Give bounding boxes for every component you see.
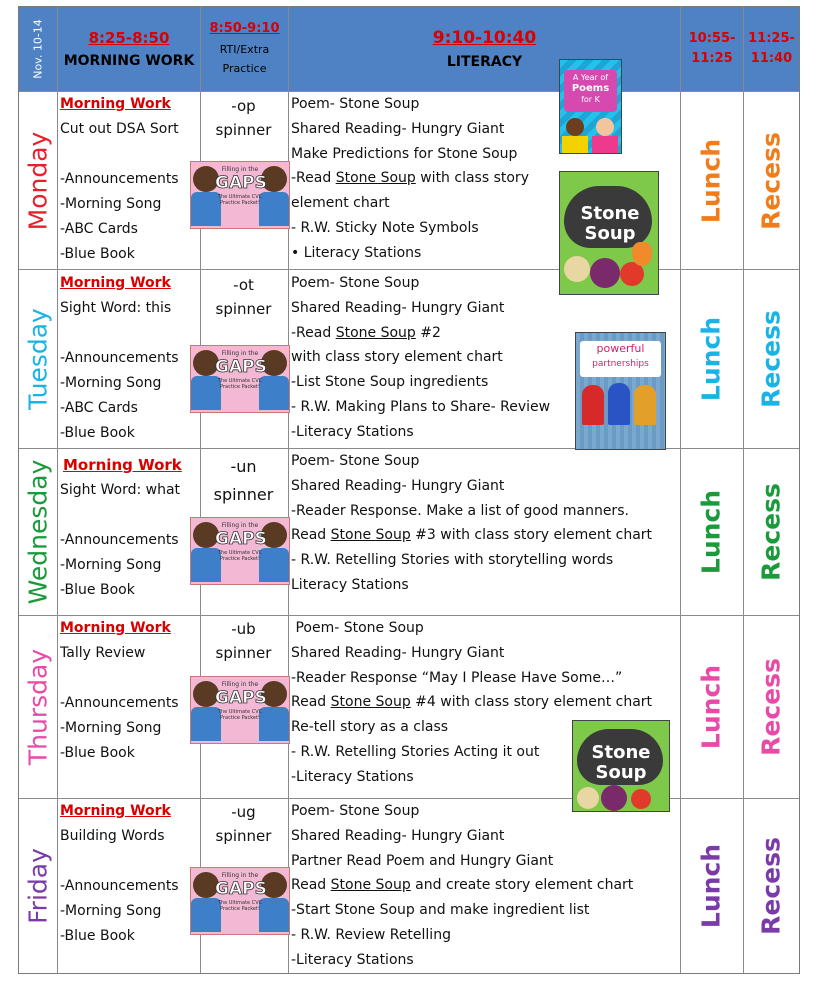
gaps-book-cover-image: Filling in the GAPS The Ultimate CVC Practice Packet! bbox=[190, 867, 290, 935]
morning-work-title: Morning Work bbox=[60, 96, 171, 112]
stone-soup-book-cover-image: Stone Soup bbox=[559, 171, 659, 295]
day-label-thursday: Thursday bbox=[23, 648, 53, 766]
recess-wednesday: Recess bbox=[756, 483, 786, 581]
rti-tuesday: -ot spinner bbox=[215, 276, 272, 318]
gaps-book-cover-image: Filling in the GAPS The Ultimate CVC Practice Packet! bbox=[190, 676, 290, 744]
literacy-time: 9:10-10:40 bbox=[432, 28, 537, 48]
morning-item: -Morning Song bbox=[60, 196, 162, 212]
literacy-label: LITERACY bbox=[446, 54, 523, 70]
morning-work-title: Morning Work bbox=[60, 620, 171, 636]
lunch-thursday: Lunch bbox=[696, 664, 726, 750]
rti-label-line1: RTI/Extra bbox=[219, 42, 270, 56]
header-rti bbox=[201, 7, 288, 91]
morning-work-wednesday bbox=[60, 453, 182, 603]
morning-item: -Morning Song bbox=[60, 375, 162, 391]
morning-work-title: Morning Work bbox=[63, 456, 182, 474]
stone-soup-book-cover-image: Stone Soup bbox=[572, 720, 670, 812]
header-lunch bbox=[681, 7, 743, 91]
rti-label-line2: Practice bbox=[222, 61, 267, 75]
rti-thursday: -ub spinner bbox=[215, 620, 272, 662]
lunch-friday: Lunch bbox=[696, 843, 726, 929]
morning-item: -Blue Book bbox=[60, 246, 135, 262]
rti-friday: -ug spinner bbox=[215, 803, 272, 845]
morning-work-thursday bbox=[60, 616, 179, 766]
recess-time-line2: 11:40 bbox=[750, 51, 793, 66]
gaps-book-cover-image: Filling in the GAPS The Ultimate CVC Practice Packet! bbox=[190, 517, 290, 585]
morning-work-title: Morning Work bbox=[60, 803, 171, 819]
morning-work-task: Cut out DSA Sort bbox=[60, 121, 179, 137]
date-range bbox=[19, 7, 57, 91]
morning-item: -Morning Song bbox=[60, 903, 162, 919]
rti-time: 8:50-9:10 bbox=[209, 20, 280, 36]
lunch-time-line1: 10:55- bbox=[688, 31, 736, 46]
morning-item: -Announcements bbox=[60, 532, 179, 548]
morning-work-task: Sight Word: this bbox=[60, 300, 172, 316]
literacy-tuesday: Poem- Stone Soup Shared Reading- Hungry Giant -Read Stone Soup #2 with class story element chart -List Stone Soup ingredients - R.W. Making Plans to Share- Review -Literacy Stations bbox=[291, 275, 551, 440]
morning-item: -Announcements bbox=[60, 171, 179, 187]
header-morning bbox=[58, 7, 200, 91]
morning-work-friday bbox=[60, 799, 179, 949]
morning-work-monday bbox=[60, 92, 179, 267]
day-label-monday: Monday bbox=[23, 131, 53, 230]
morning-work-task: Tally Review bbox=[60, 645, 146, 661]
rti-wednesday: -un spinner bbox=[213, 457, 274, 504]
lunch-monday: Lunch bbox=[696, 138, 726, 223]
recess-tuesday: Recess bbox=[756, 310, 786, 408]
morning-work-task: Building Words bbox=[60, 828, 165, 844]
rti-monday: -op spinner bbox=[215, 97, 272, 139]
lunch-tuesday: Lunch bbox=[696, 316, 726, 402]
morning-work-tuesday bbox=[60, 271, 179, 446]
lunch-wednesday: Lunch bbox=[696, 489, 726, 575]
morning-work-task: Sight Word: what bbox=[60, 482, 181, 498]
day-label-wednesday: Wednesday bbox=[23, 459, 53, 605]
morning-item: -Announcements bbox=[60, 350, 179, 366]
recess-monday: Recess bbox=[756, 131, 786, 230]
header-recess bbox=[744, 7, 799, 91]
lesson-plan-table bbox=[18, 6, 800, 974]
gaps-book-cover-image: Filling in the GAPS The Ultimate CVC Practice Packet! bbox=[190, 345, 290, 413]
poems-book-cover-image: A Year of Poems for K bbox=[559, 59, 622, 154]
gaps-book-cover-image: Filling in the GAPS The Ultimate CVC Practice Packet! bbox=[190, 161, 290, 229]
recess-thursday: Recess bbox=[756, 658, 786, 756]
morning-item: -Blue Book bbox=[60, 745, 135, 761]
lunch-time-line2: 11:25 bbox=[691, 51, 733, 66]
recess-friday: Recess bbox=[756, 837, 786, 935]
recess-time-line1: 11:25- bbox=[748, 31, 795, 46]
morning-item: -Blue Book bbox=[60, 582, 135, 598]
date-label: Nov. 10-14 bbox=[31, 19, 45, 79]
day-label-tuesday: Tuesday bbox=[23, 308, 53, 410]
morning-item: -ABC Cards bbox=[60, 221, 138, 237]
day-label-friday: Friday bbox=[23, 848, 53, 924]
literacy-thursday: Poem- Stone Soup Shared Reading- Hungry Giant -Reader Response “May I Please Have Some…” Read Stone Soup #4 with class story element chart Re-tell story as a class - R.W. Retelling Stories Acting it out -Literacy Stations bbox=[291, 620, 653, 785]
morning-work-title: Morning Work bbox=[60, 275, 171, 291]
morning-item: -Announcements bbox=[60, 695, 179, 711]
morning-item: -Blue Book bbox=[60, 425, 135, 441]
literacy-wednesday: Poem- Stone Soup Shared Reading- Hungry Giant -Reader Response. Make a list of good manners. Read Stone Soup #3 with class story element chart - R.W. Retelling Stories with storytelling words Literacy Stations bbox=[291, 453, 653, 593]
morning-time: 8:25-8:50 bbox=[88, 29, 170, 47]
morning-label: MORNING WORK bbox=[63, 53, 195, 69]
powerful-partnerships-book-cover-image: powerful partnerships bbox=[575, 332, 666, 450]
literacy-friday: Poem- Stone Soup Shared Reading- Hungry Giant Partner Read Poem and Hungry Giant Read Stone Soup and create story element chart -Start Stone Soup and make ingredient list - R.W. Review Retelling -Literacy Stations bbox=[291, 803, 634, 968]
morning-item: -ABC Cards bbox=[60, 400, 138, 416]
morning-item: -Morning Song bbox=[60, 557, 162, 573]
morning-item: -Announcements bbox=[60, 878, 179, 894]
literacy-monday: Poem- Stone Soup Shared Reading- Hungry Giant Make Predictions for Stone Soup -Read Stone Soup with class story element chart - R.W. Sticky Note Symbols • Literacy Stations bbox=[291, 96, 529, 261]
morning-item: -Blue Book bbox=[60, 928, 135, 944]
morning-item: -Morning Song bbox=[60, 720, 162, 736]
